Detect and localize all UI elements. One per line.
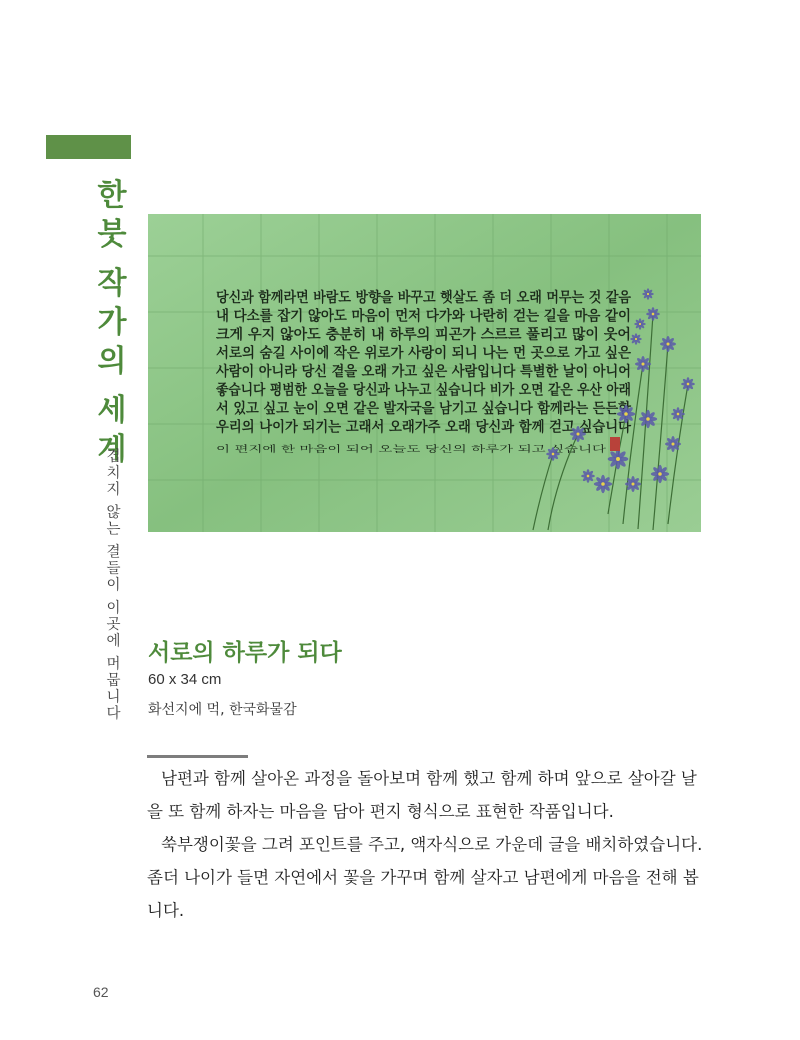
calligraphy-line: 이 편지에 한 마음이 되어 오늘도 당신의 하루가 되고 싶습니다 [216, 445, 460, 455]
aster-flower [642, 288, 654, 300]
calligraphy-artwork [148, 214, 701, 532]
calligraphy-text [216, 289, 671, 455]
section-title-char: 세 [97, 393, 127, 428]
aster-flower [646, 307, 660, 321]
aster-flower [608, 449, 629, 470]
description-paragraph: 남편과 함께 살아온 과정을 돌아보며 함께 했고 함께 하며 앞으로 살아갈 날을 또 함께 하자는 마음을 담아 편지 형식으로 표현한 작품입니다. [147, 769, 697, 821]
calligraphy-line: 크게 우지 않아도 충분히 내 하루의 피곤가 스르르 풀리고 많이 웃어 [216, 327, 630, 343]
aster-flower [639, 410, 657, 428]
section-subtitle: 겹치지 않는 결들이 이곳에 머뭅니다 [104, 448, 120, 722]
artwork-size: 60 x 34 cm [148, 671, 222, 688]
divider-rule [147, 755, 248, 758]
aster-flower [634, 318, 646, 330]
aster-flower [546, 447, 560, 461]
calligraphy-line: 좋습니다 평범한 오늘을 당신과 나누고 싶습니다 비가 오면 같은 우산 아래 [216, 382, 671, 399]
calligraphy-line: 당신과 함께라면 바람도 방향을 바꾸고 햇살도 좀 더 오래 머무는 것 같음 [216, 290, 662, 306]
aster-flower [581, 469, 595, 483]
section-title-char: 작 [97, 266, 127, 301]
calligraphy-line: 서 있고 싶고 눈이 오면 같은 발자국을 남기고 싶습니다 함께라는 든든함 [216, 401, 657, 417]
section-title-char: 한 [97, 178, 127, 213]
calligraphy-line: 서로의 숨길 사이에 작은 위로가 사랑이 되니 나는 먼 곳으로 가고 싶은 [216, 345, 649, 362]
calligraphy-line: 우리의 나이가 되기는 고래서 오래가주 오래 당신과 함께 걷고 싶습니다 [216, 419, 653, 436]
section-title-char: 계 [97, 432, 127, 467]
section-title [92, 176, 132, 469]
section-title-char: 가 [97, 305, 127, 340]
section-marker [46, 135, 131, 159]
aster-flower [635, 356, 651, 372]
title-gap [92, 381, 132, 391]
aster-flower [617, 405, 635, 423]
artwork-medium: 화선지에 먹, 한국화물감 [148, 702, 297, 718]
aster-flower [594, 475, 612, 493]
aster-flower [630, 333, 642, 345]
description [147, 762, 707, 927]
section-title-char: 붓 [97, 217, 127, 252]
artwork-title: 서로의 하루가 되다 [148, 640, 342, 666]
aster-flower [625, 476, 641, 492]
description-paragraph: 쑥부쟁이꽃을 그려 포인트를 주고, 액자식으로 가운데 글을 배치하였습니다. 좀더 나이가 들면 자연에서 꽃을 가꾸며 함께 살자고 남편에게 마음을 전해 봅니다. [147, 835, 703, 920]
aster-flower [660, 336, 676, 352]
artist-seal [610, 437, 620, 451]
aster-flower [651, 465, 669, 483]
section-title-char: 의 [97, 344, 127, 379]
page-number: 62 [93, 984, 109, 1000]
title-gap [92, 254, 132, 264]
aster-flower [665, 436, 681, 452]
aster-flower [671, 407, 685, 421]
aster-flower [681, 377, 695, 391]
aster-flower [570, 426, 586, 442]
artwork-image [148, 214, 701, 532]
calligraphy-line: 내 다소를 잡기 않아도 마음이 먼저 다가와 나란히 걷는 길을 마음 같이 [216, 308, 649, 325]
calligraphy-line: 사람이 아니라 당신 곁을 오래 가고 싶은 사람입니다 특별한 날이 아니어 [216, 364, 657, 380]
